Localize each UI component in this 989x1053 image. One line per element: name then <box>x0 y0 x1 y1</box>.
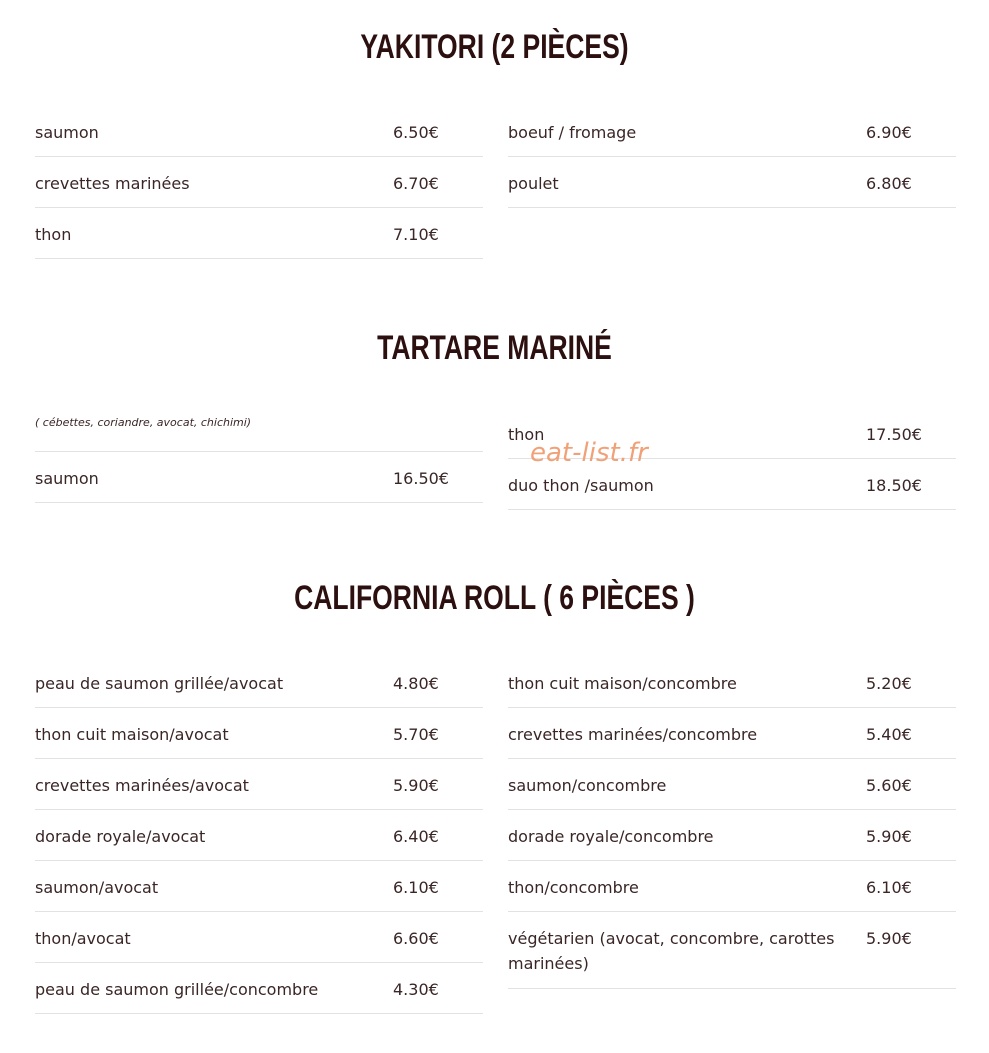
section-title-yakitori: YAKITORI (2 PIÈCES) <box>360 28 629 66</box>
item-price: 18.50€ <box>866 476 922 495</box>
item-price: 5.90€ <box>866 827 912 846</box>
menu-item <box>35 759 483 810</box>
menu-item <box>35 861 483 912</box>
menu-item <box>35 452 483 503</box>
item-price: 5.90€ <box>866 929 912 948</box>
item-name: dorade royale/concombre <box>508 827 714 846</box>
item-price: 6.50€ <box>393 123 439 142</box>
section-title-tartare: TARTARE MARINÉ <box>377 329 612 367</box>
item-price: 5.70€ <box>393 725 439 744</box>
menu-item <box>508 912 956 989</box>
menu-item <box>35 657 483 708</box>
item-name: peau de saumon grillée/avocat <box>35 674 284 693</box>
yakitori-left-column <box>35 106 483 259</box>
california-right-column <box>508 657 956 989</box>
watermark-text: eat-list.fr <box>530 438 648 468</box>
menu-item <box>508 861 956 912</box>
item-name: thon cuit maison/avocat <box>35 725 229 744</box>
menu-item <box>508 708 956 759</box>
item-price: 4.30€ <box>393 980 439 999</box>
item-price: 4.80€ <box>393 674 439 693</box>
item-name: thon/concombre <box>508 878 639 897</box>
menu-item <box>508 759 956 810</box>
tartare-note: ( cébettes, coriandre, avocat, chichimi) <box>35 414 483 452</box>
item-price: 16.50€ <box>393 469 449 488</box>
item-name: végétarien (avocat, concombre, carottes marinées) <box>508 929 835 973</box>
item-price: 5.40€ <box>866 725 912 744</box>
california-left-column <box>35 657 483 1014</box>
menu-item <box>35 708 483 759</box>
item-price: 6.90€ <box>866 123 912 142</box>
menu-item <box>35 912 483 963</box>
item-name: peau de saumon grillée/concombre <box>35 980 319 999</box>
tartare-left-column <box>35 414 483 503</box>
item-price: 5.20€ <box>866 674 912 693</box>
yakitori-right-column <box>508 106 956 208</box>
section-title-california-roll: CALIFORNIA ROLL ( 6 PIÈCES ) <box>294 579 695 617</box>
item-name: crevettes marinées/concombre <box>508 725 758 744</box>
item-name: saumon/concombre <box>508 776 667 795</box>
menu-item <box>35 157 483 208</box>
item-name: crevettes marinées/avocat <box>35 776 249 795</box>
item-name: dorade royale/avocat <box>35 827 206 846</box>
menu-item <box>35 106 483 157</box>
menu-item <box>35 208 483 259</box>
item-price: 6.10€ <box>393 878 439 897</box>
item-name: thon/avocat <box>35 929 131 948</box>
item-name: saumon <box>35 123 99 142</box>
item-price: 6.80€ <box>866 174 912 193</box>
item-price: 7.10€ <box>393 225 439 244</box>
item-price: 6.10€ <box>866 878 912 897</box>
menu-item <box>35 963 483 1014</box>
menu-item <box>508 106 956 157</box>
menu-item <box>508 657 956 708</box>
menu-item <box>508 810 956 861</box>
item-name: saumon/avocat <box>35 878 159 897</box>
item-price: 6.70€ <box>393 174 439 193</box>
menu-item <box>35 810 483 861</box>
item-name: boeuf / fromage <box>508 123 637 142</box>
item-price: 5.60€ <box>866 776 912 795</box>
item-price: 6.40€ <box>393 827 439 846</box>
item-price: 17.50€ <box>866 425 922 444</box>
item-name: crevettes marinées <box>35 174 190 193</box>
item-name: thon <box>508 425 545 444</box>
item-name: thon <box>35 225 72 244</box>
item-name: thon cuit maison/concombre <box>508 674 737 693</box>
item-name: poulet <box>508 174 559 193</box>
item-price: 6.60€ <box>393 929 439 948</box>
item-name: duo thon /saumon <box>508 476 654 495</box>
menu-item <box>508 157 956 208</box>
item-price: 5.90€ <box>393 776 439 795</box>
item-name: saumon <box>35 469 99 488</box>
